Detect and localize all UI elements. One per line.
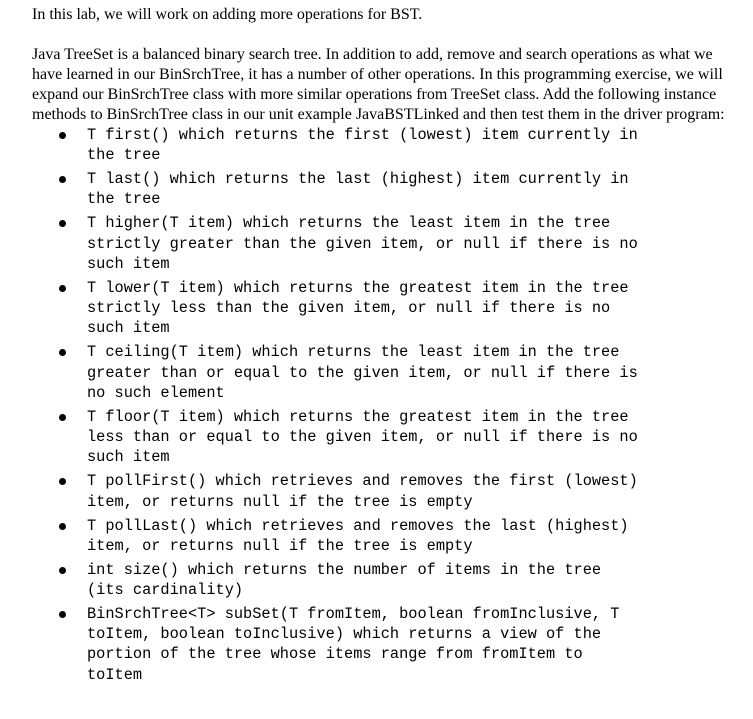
list-item xyxy=(32,604,744,685)
list-item-line: T higher(T item) which returns the least item in the tree xyxy=(87,214,611,233)
list-item-line: T pollLast() which retrieves and removes the last (highest) xyxy=(87,516,629,535)
bullet-icon xyxy=(59,414,66,421)
list-item xyxy=(32,213,744,274)
list-item-line: no such element xyxy=(87,383,225,402)
list-item-line: T pollFirst() which retrieves and removes the first (lowest) xyxy=(87,472,638,491)
list-item-line: strictly less than the given item, or null if there is no xyxy=(87,299,611,318)
list-item-line: item, or returns null if the tree is empty xyxy=(87,536,473,555)
list-item-line: such item xyxy=(87,319,170,338)
bullet-icon xyxy=(59,176,66,183)
bullet-icon xyxy=(59,285,66,292)
list-item-line: the tree xyxy=(87,146,161,165)
list-item xyxy=(32,125,744,166)
list-item xyxy=(32,407,744,468)
list-item-line: item, or returns null if the tree is empty xyxy=(87,492,473,511)
list-item-line: such item xyxy=(87,254,170,273)
list-item-line: T last() which returns the last (highest) item currently in xyxy=(87,170,629,189)
list-item-line: toItem xyxy=(87,665,143,684)
list-item-line: greater than or equal to the given item, or null if there is xyxy=(87,363,638,382)
bullet-icon xyxy=(59,567,66,574)
bullet-icon xyxy=(59,132,66,139)
list-item-line: (its cardinality) xyxy=(87,580,244,599)
list-item-line: T ceiling(T item) which returns the least item in the tree xyxy=(87,343,620,362)
list-item-line: T lower(T item) which returns the greatest item in the tree xyxy=(87,278,629,297)
list-item xyxy=(32,471,744,512)
operations-list xyxy=(32,125,744,685)
list-item xyxy=(32,278,744,339)
list-item-line: strictly greater than the given item, or null if there is no xyxy=(87,234,638,253)
list-item-line: T floor(T item) which returns the greatest item in the tree xyxy=(87,407,629,426)
list-item xyxy=(32,516,744,557)
list-item xyxy=(32,560,744,601)
bullet-icon xyxy=(59,523,66,530)
list-item-line: the tree xyxy=(87,190,161,209)
intro-text: In this lab, we will work on adding more operations for BST. xyxy=(32,6,423,23)
bullet-icon xyxy=(59,611,66,618)
document-body xyxy=(32,5,744,689)
bullet-icon xyxy=(59,349,66,356)
list-item-line: BinSrchTree<T> subSet(T fromItem, boolean fromInclusive, T xyxy=(87,604,620,623)
list-item xyxy=(32,169,744,210)
list-item-line: T first() which returns the first (lowest) item currently in xyxy=(87,126,638,144)
description-text: Java TreeSet is a balanced binary search tree. In addition to add, remove and search operations as what we have learned in our BinSrchTree, it has a number of other operations. In this programming exercise, we will expand our BinSrchTree class with more similar operations from TreeSet class. Add the following instance methods to BinSrchTree class in our unit example JavaBSTLinked and then test them in the driver program: xyxy=(32,46,725,123)
list-item-line: toItem, boolean toInclusive) which returns a view of the xyxy=(87,625,602,644)
list-item-line: int size() which returns the number of items in the tree xyxy=(87,560,602,579)
list-item-line: such item xyxy=(87,448,170,467)
bullet-icon xyxy=(59,478,66,485)
bullet-icon xyxy=(59,220,66,227)
list-item-line: less than or equal to the given item, or null if there is no xyxy=(87,428,638,447)
list-item xyxy=(32,342,744,403)
list-item-line: portion of the tree whose items range from fromItem to xyxy=(87,645,583,664)
